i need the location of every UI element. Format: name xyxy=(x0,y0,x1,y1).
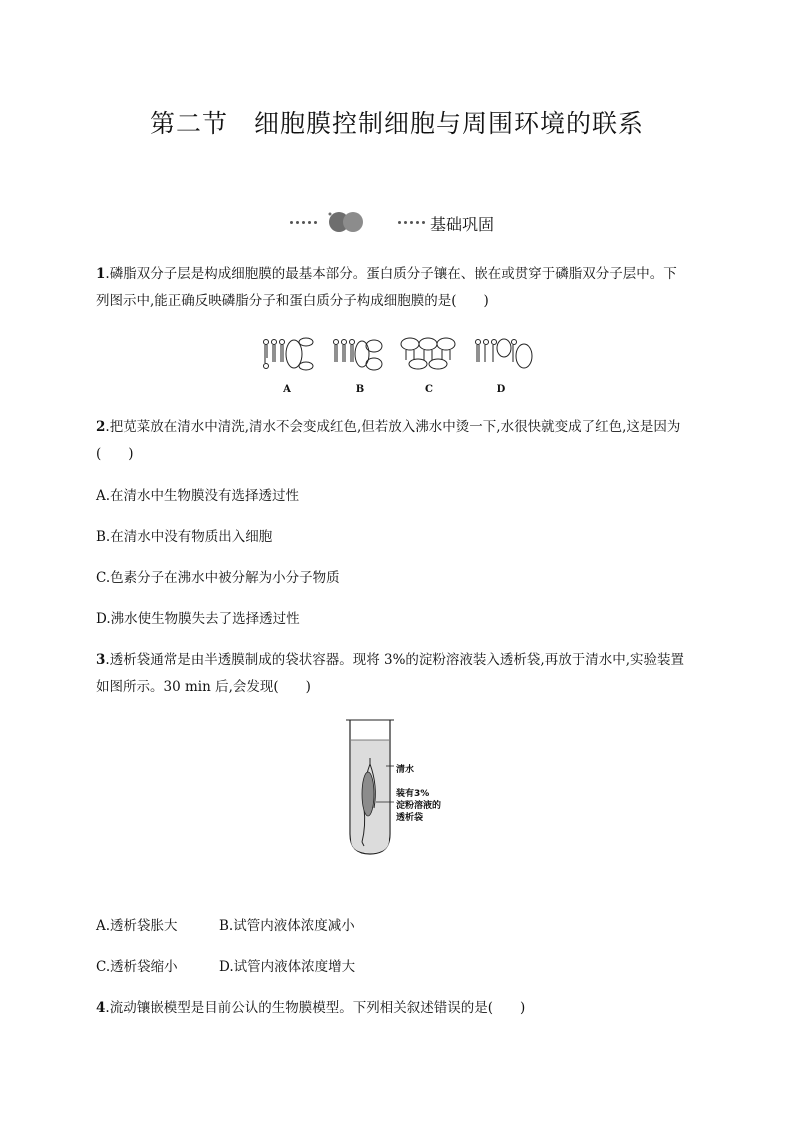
q2-option-c: C.色素分子在沸水中被分解为小分子物质 xyxy=(96,570,340,586)
dots-left xyxy=(290,221,320,224)
figure-label-b: B xyxy=(355,384,365,395)
figure-label-c: C xyxy=(425,384,433,395)
label-bag-line-2: 淀粉溶液的 xyxy=(396,801,442,811)
label-bag-line-3: 透析袋 xyxy=(396,813,424,823)
q2-option-b: B.在清水中没有物质出入细胞 xyxy=(96,529,273,545)
section-label: 基础巩固 xyxy=(430,215,495,234)
q3-option-c: C.透析袋缩小 xyxy=(96,959,178,975)
question-4 xyxy=(96,995,700,1022)
figure-label-a: A xyxy=(283,384,291,395)
label-water: 清水 xyxy=(396,765,415,775)
question-1-line-1: 1.磷脂双分子层是构成细胞膜的最基本部分。蛋白质分子镶在、嵌在或贯穿于磷脂双分子层中。下 xyxy=(96,266,677,282)
q2-option-a: A.在清水中生物膜没有选择透过性 xyxy=(96,488,300,504)
dots-right xyxy=(398,221,428,224)
label-bag-line-1: 装有3% xyxy=(396,789,430,799)
question-3-line-1: 3.透析袋通常是由半透膜制成的袋状容器。现将 3%的淀粉溶液装入透析袋,再放于清水中,实验装置 xyxy=(96,652,684,668)
question-2-line-2: ( ) xyxy=(96,446,134,462)
q3-option-d: D.试管内液体浓度增大 xyxy=(219,959,356,975)
q2-option-d: D.沸水使生物膜失去了选择透过性 xyxy=(96,611,300,627)
membrane-model-d xyxy=(476,339,533,368)
question-3 xyxy=(96,647,700,701)
membrane-models-figure xyxy=(258,332,538,398)
question-1-line-2: 列图示中,能正确反映磷脂分子和蛋白质分子构成细胞膜的是( ) xyxy=(96,293,489,309)
question-1 xyxy=(96,261,700,315)
q3-option-b: B.试管内液体浓度减小 xyxy=(219,918,355,934)
membrane-model-c xyxy=(401,338,455,369)
test-tube-figure xyxy=(340,716,470,858)
question-4-line-1: 4.流动镶嵌模型是目前公认的生物膜模型。下列相关叙述错误的是( ) xyxy=(96,1000,526,1016)
section-title: 细胞膜控制细胞与周围环境的联系 xyxy=(254,109,645,138)
section-badge-icon xyxy=(326,210,368,234)
section-header xyxy=(290,208,530,238)
membrane-model-a xyxy=(264,338,314,370)
section-number: 第二节 xyxy=(149,109,228,138)
question-2 xyxy=(96,414,700,468)
question-2-line-1: 2.把苋菜放在清水中清洗,清水不会变成红色,但若放入沸水中烫一下,水很快就变成了红色,这是因为 xyxy=(96,419,681,435)
membrane-model-b xyxy=(334,340,383,371)
question-3-line-2: 如图所示。30 min 后,会发现( ) xyxy=(96,679,311,695)
page-title xyxy=(0,104,794,140)
figure-label-d: D xyxy=(496,384,506,395)
q3-option-a: A.透析袋胀大 xyxy=(96,918,178,934)
